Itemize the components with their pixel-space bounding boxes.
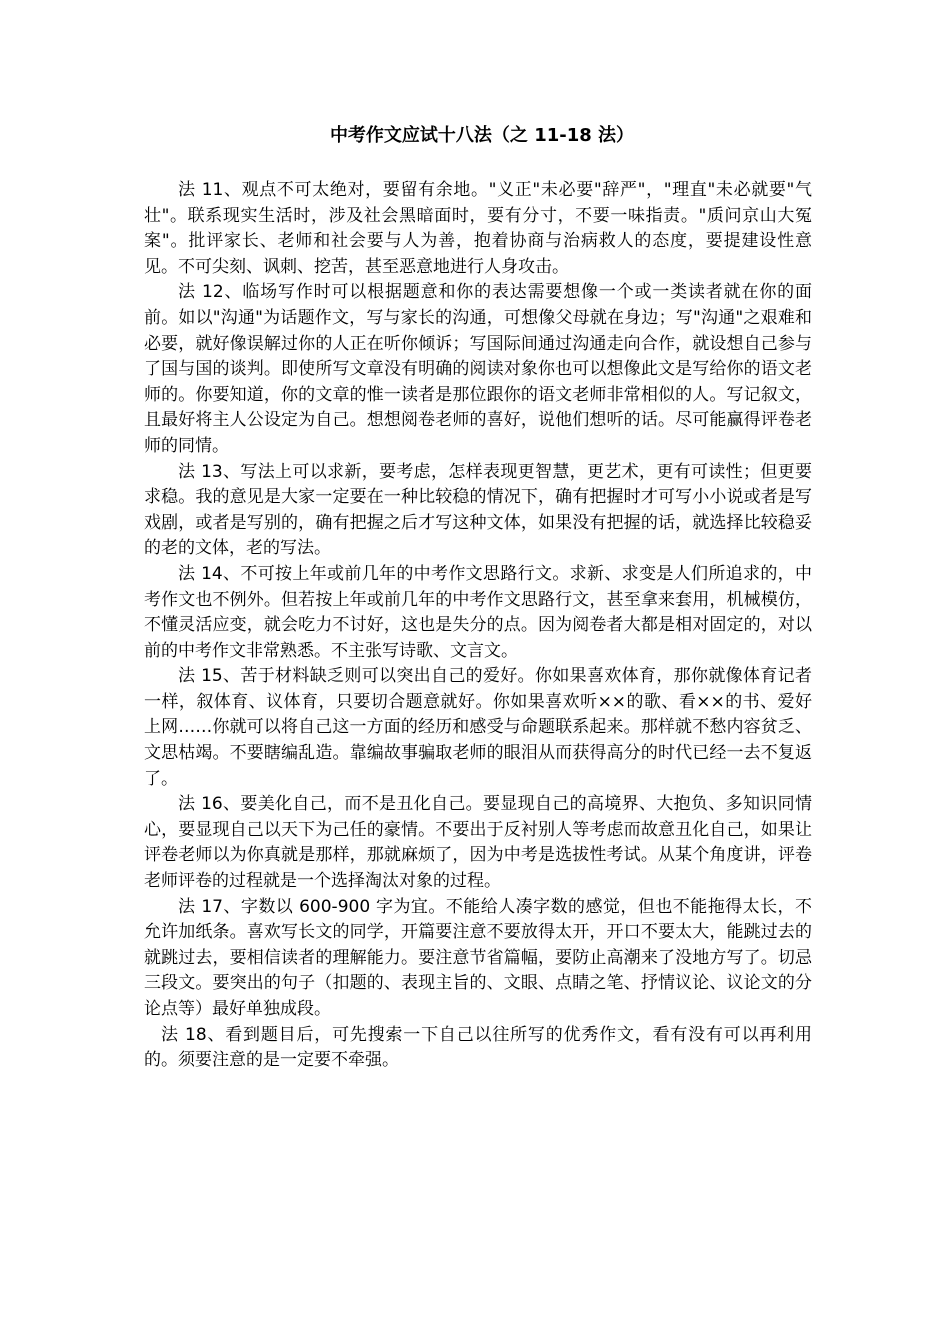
paragraph-method-15: 法 15、苦于材料缺乏则可以突出自己的爱好。你如果喜欢体育，那你就像体育记者一样，叙体育、议体育，只要切合题意就好。你如果喜欢听××的歌、看××的书、爱好上网……你就可以将自己这一方面的经历和感受与命题联系起来。那样就不愁内容贫乏、文思枯竭。不要瞎编乱造。靠编故事骗取老师的眼泪从而获得高分的时代已经一去不复返了。 [144,666,812,789]
paragraph-method-13: 法 13、写法上可以求新，要考虑，怎样表现更智慧，更艺术，更有可读性；但更要求稳。我的意见是大家一定要在一种比较稳的情况下，确有把握时才可写小小说或者是写戏剧，或者是写别的，确有把握之后才写这种文体，如果没有把握的话，就选择比较稳妥的老的文体，老的写法。 [144,461,812,559]
paragraph-method-16: 法 16、要美化自己，而不是丑化自己。要显现自己的高境界、大抱负、多知识同情心，要显现自己以天下为己任的豪情。不要出于反衬别人等考虑而故意丑化自己，如果让评卷老师以为你真就是那样，那就麻烦了，因为中考是选拔性考试。从某个角度讲，评卷老师评卷的过程就是一个选择淘汰对象的过程。 [144,794,812,892]
document-page [144,122,812,1074]
paragraph-method-11: 法 11、观点不可太绝对，要留有余地。"义正"未必要"辞严"，"理直"未必就要"气壮"。联系现实生活时，涉及社会黑暗面时，要有分寸，不要一味指责。"质问京山大冤案"。批评家长、老师和社会要与人为善，抱着协商与治病救人的态度，要提建设性意见。不可尖刻、讽刺、挖苦，甚至恶意地进行人身攻击。 [144,180,812,277]
paragraph-method-17: 法 17、字数以 600-900 字为宜。不能给人凑字数的感觉，但也不能拖得太长，不允许加纸条。喜欢写长文的同学，开篇要注意不要放得太开，开口不要太大，能跳过去的就跳过去，要相信读者的理解能力。要注意节省篇幅，要防止高潮来了没地方写了。切忌三段文。要突出的句子（扣题的、表现主旨的、文眼、点睛之笔、抒情议论、议论文的分论点等）最好单独成段。 [144,896,812,1019]
paragraph-method-14: 法 14、不可按上年或前几年的中考作文思路行文。求新、求变是人们所追求的，中考作文也不例外。但若按上年或前几年的中考作文思路行文，甚至拿来套用，机械模仿，不懂灵活应变，就会吃力不讨好，这也是失分的点。因为阅卷者大都是相对固定的，对以前的中考作文非常熟悉。不主张写诗歌、文言文。 [144,563,812,661]
document-title: 中考作文应试十八法（之 11-18 法） [329,125,635,146]
paragraph-method-18: 法 18、看到题目后，可先搜索一下自己以往所写的优秀作文，看有没有可以再利用的。须要注意的是一定要不牵强。 [144,1024,812,1071]
paragraph-method-12: 法 12、临场写作时可以根据题意和你的表达需要想像一个或一类读者就在你的面前。如以"沟通"为话题作文，写与家长的沟通，可想像父母就在身边；写"沟通"之艰难和必要，就好像误解过你的人正在听你倾诉；写国际间通过沟通走向合作，就设想自己参与了国与国的谈判。即使所写文章没有明确的阅读对象你也可以想像此文是写给你的语文老师的。你要知道，你的文章的惟一读者是那位跟你的语文老师非常相似的人。写记叙文，且最好将主人公设定为自己。想想阅卷老师的喜好，说他们想听的话。尽可能赢得评卷老师的同情。 [144,282,812,456]
